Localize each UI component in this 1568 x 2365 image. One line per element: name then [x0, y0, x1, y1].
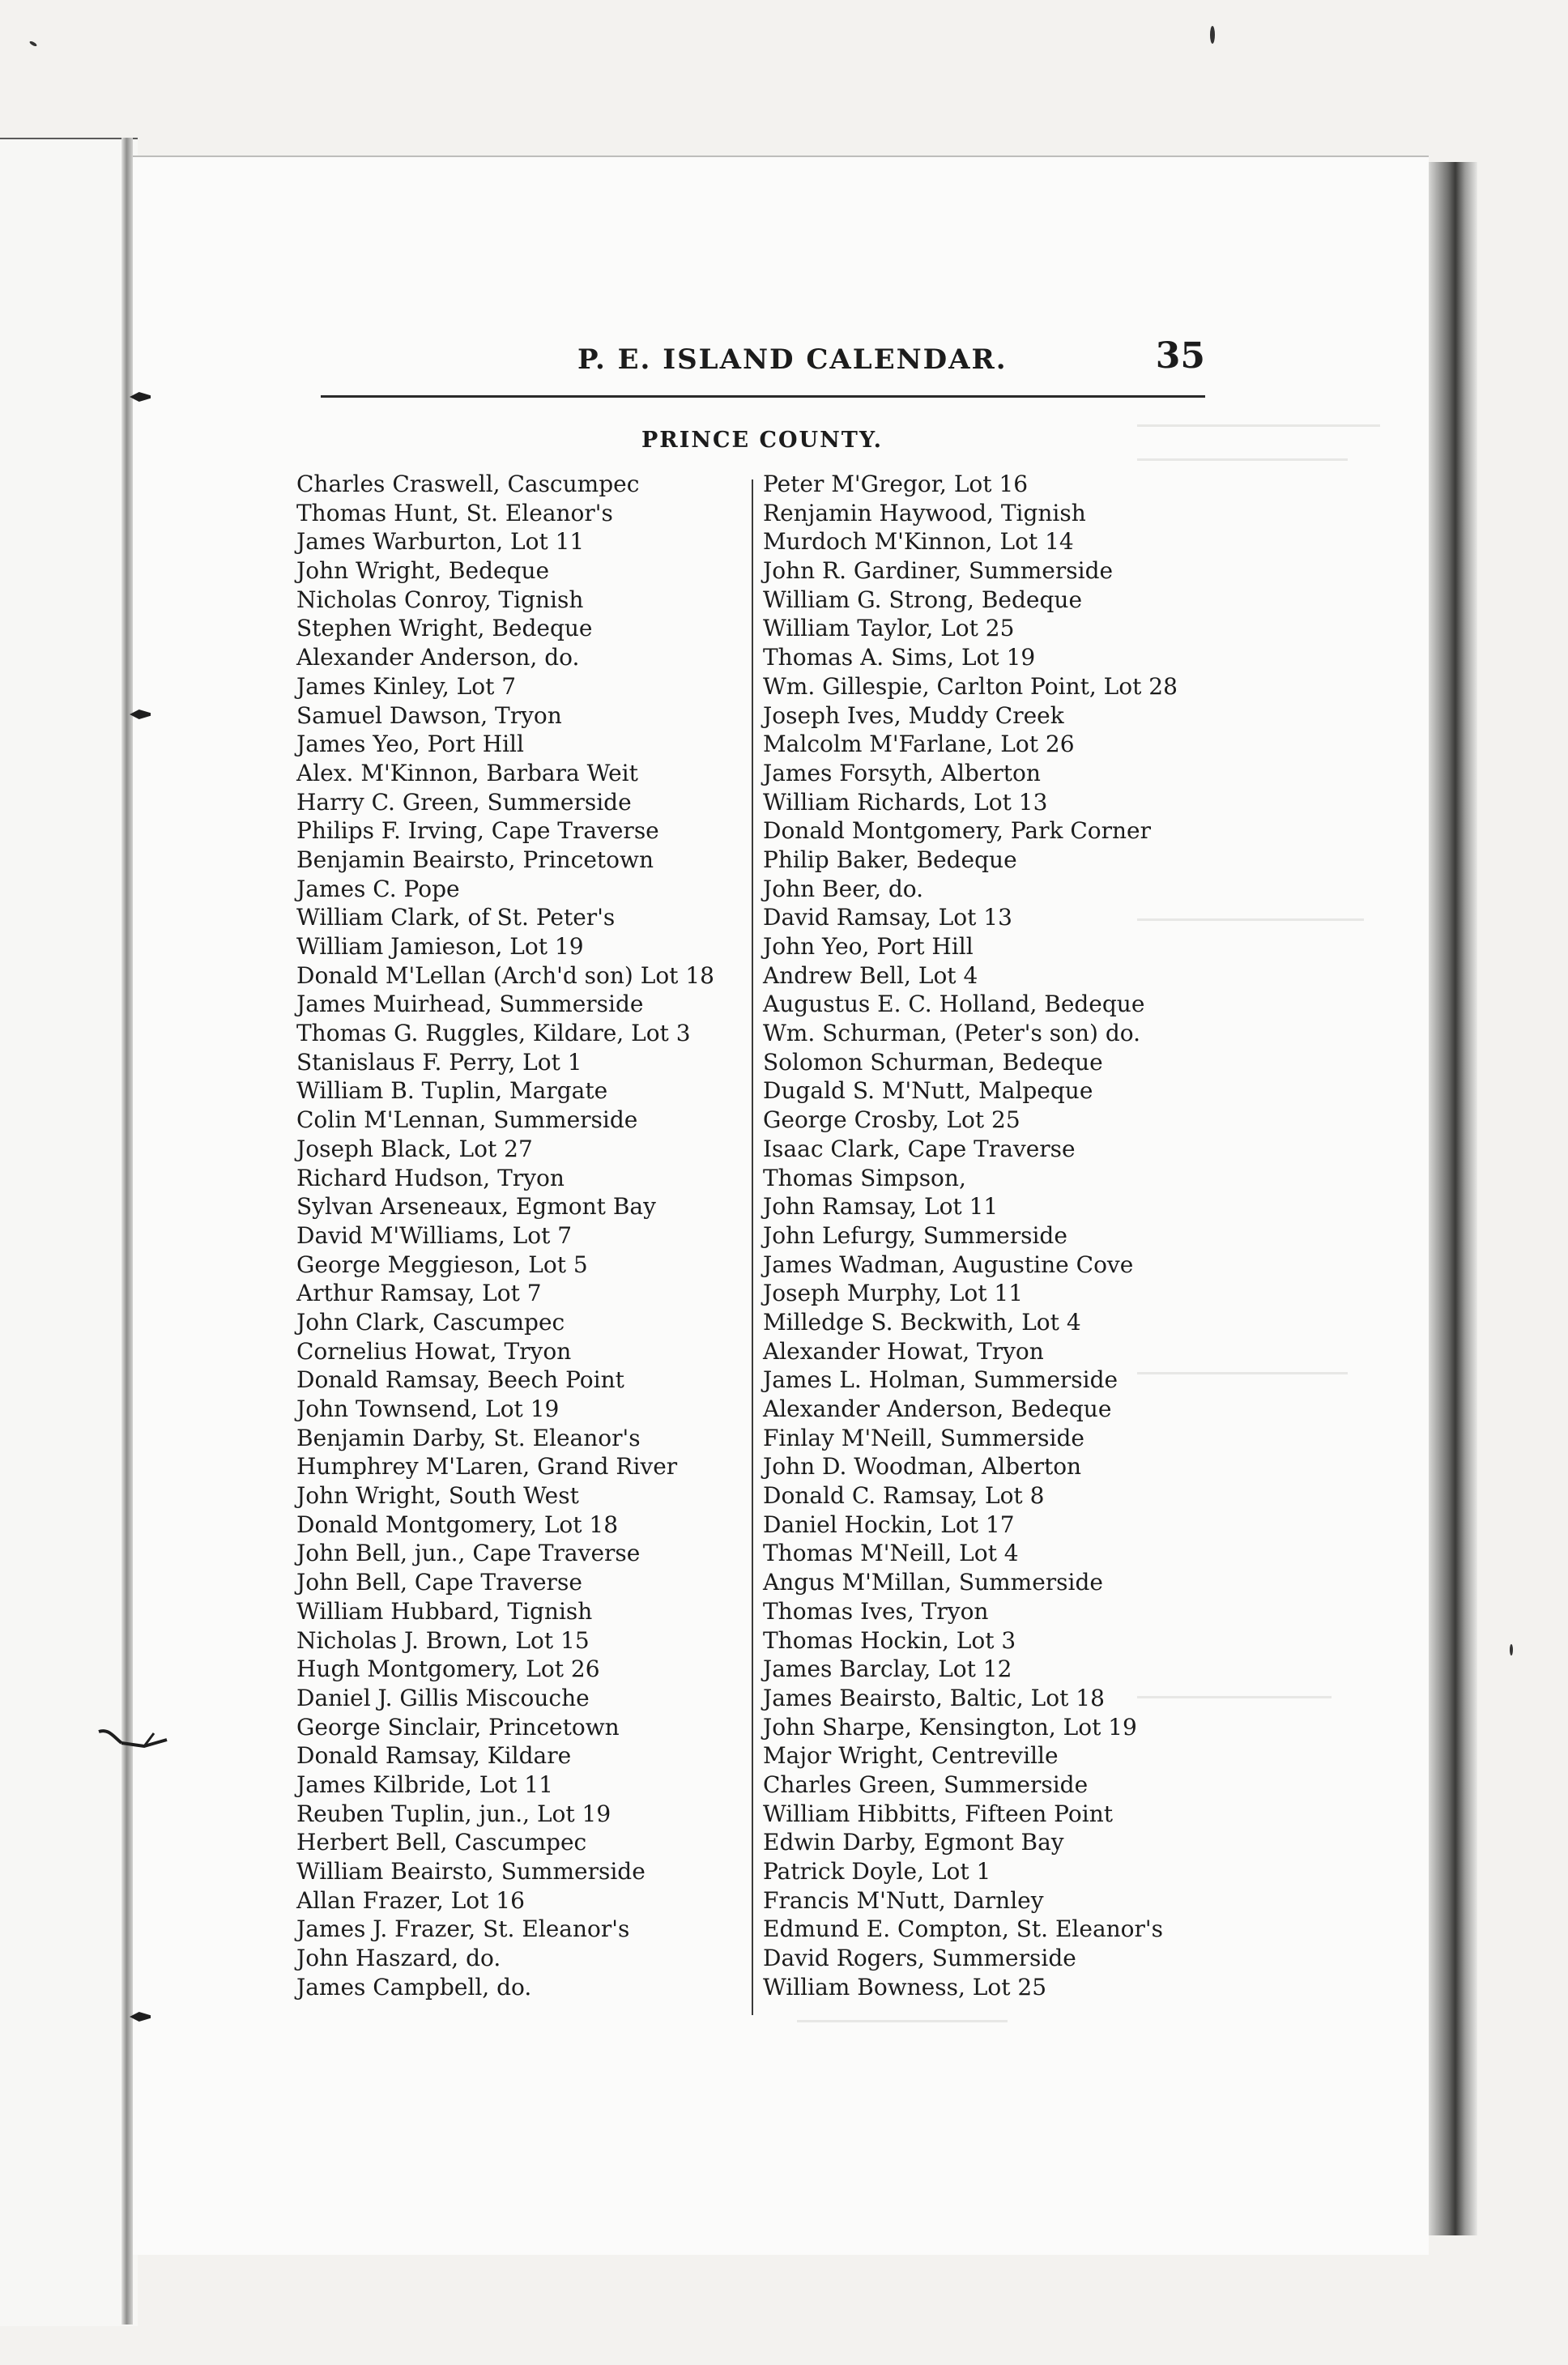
list-item: Daniel Hockin, Lot 17	[763, 1511, 1015, 1538]
list-item: Thomas G. Ruggles, Kildare, Lot 3	[296, 1020, 691, 1047]
list-item: Alexander Howat, Tryon	[763, 1337, 1044, 1365]
list-item: Edmund E. Compton, St. Eleanor's	[763, 1915, 1163, 1943]
list-item: John Yeo, Port Hill	[763, 933, 974, 960]
list-item: William Clark, of St. Peter's	[296, 904, 616, 931]
list-item: Donald Ramsay, Kildare	[296, 1742, 572, 1770]
list-item: Joseph Black, Lot 27	[296, 1135, 533, 1162]
list-item: John Haszard, do.	[296, 1945, 501, 1972]
list-item: James Kilbride, Lot 11	[296, 1771, 553, 1798]
list-item: Allan Frazer, Lot 16	[296, 1886, 525, 1914]
list-item: Donald M'Lellan (Arch'd son) Lot 18	[296, 961, 714, 989]
list-item: John Wright, Bedeque	[296, 557, 550, 585]
list-item: William Richards, Lot 13	[763, 788, 1048, 816]
list-item: Milledge S. Beckwith, Lot 4	[763, 1308, 1081, 1336]
list-item: Joseph Murphy, Lot 11	[763, 1280, 1024, 1307]
list-item: Charles Craswell, Cascumpec	[296, 471, 640, 497]
list-item: James Campbell, do.	[296, 1973, 532, 2001]
list-item: Sylvan Arseneaux, Egmont Bay	[296, 1193, 656, 1221]
list-item: Angus M'Millan, Summerside	[763, 1569, 1103, 1596]
list-item: Humphrey M'Laren, Grand River	[296, 1453, 678, 1481]
page-header	[321, 334, 1205, 382]
list-item: Dugald S. M'Nutt, Malpeque	[763, 1077, 1093, 1105]
list-item: Murdoch M'Kinnon, Lot 14	[763, 528, 1074, 556]
list-item: Arthur Ramsay, Lot 7	[296, 1280, 542, 1307]
list-item: John Wright, South West	[296, 1482, 579, 1510]
list-item: Cornelius Howat, Tryon	[296, 1337, 572, 1365]
list-item: Wm. Gillespie, Carlton Point, Lot 28	[763, 672, 1178, 700]
list-item: Thomas M'Neill, Lot 4	[763, 1540, 1019, 1567]
list-item: Nicholas Conroy, Tignish	[296, 586, 584, 613]
list-item: James Kinley, Lot 7	[296, 672, 517, 700]
list-item: Thomas A. Sims, Lot 19	[763, 644, 1036, 671]
list-item: Finlay M'Neill, Summerside	[763, 1424, 1084, 1451]
list-item: Malcolm M'Farlane, Lot 26	[763, 731, 1075, 758]
list-item: George Sinclair, Princetown	[296, 1713, 620, 1741]
list-item: John Bell, Cape Traverse	[296, 1569, 582, 1596]
list-item: Philips F. Irving, Cape Traverse	[296, 817, 659, 845]
dust-speck	[29, 40, 38, 47]
bleed-through-line	[797, 2020, 1008, 2022]
list-item: John D. Woodman, Alberton	[763, 1453, 1082, 1481]
list-item: William Beairsto, Summerside	[296, 1858, 646, 1885]
list-item: Alexander Anderson, Bedeque	[763, 1396, 1112, 1422]
list-item: Donald C. Ramsay, Lot 8	[763, 1482, 1045, 1510]
list-item: David Ramsay, Lot 13	[763, 904, 1012, 931]
list-item: Stanislaus F. Perry, Lot 1	[296, 1048, 582, 1076]
list-item: Peter M'Gregor, Lot 16	[763, 471, 1029, 497]
list-item: John Lefurgy, Summerside	[763, 1221, 1067, 1249]
list-item: Reuben Tuplin, jun., Lot 19	[296, 1800, 611, 1827]
list-item: Wm. Schurman, (Peter's son) do.	[763, 1020, 1141, 1047]
list-item: David M'Williams, Lot 7	[296, 1221, 573, 1249]
list-item: William Jamieson, Lot 19	[296, 933, 584, 960]
list-item: Solomon Schurman, Bedeque	[763, 1048, 1103, 1076]
list-item: John Beer, do.	[763, 875, 924, 902]
list-item: Thomas Hunt, St. Eleanor's	[296, 499, 613, 526]
list-item: Thomas Hockin, Lot 3	[763, 1626, 1016, 1654]
list-item: James Barclay, Lot 12	[763, 1656, 1012, 1683]
list-item: Thomas Simpson,	[763, 1164, 966, 1191]
list-item: David Rogers, Summerside	[763, 1945, 1076, 1972]
list-item: Patrick Doyle, Lot 1	[763, 1858, 991, 1885]
list-item: William G. Strong, Bedeque	[763, 586, 1083, 613]
dust-speck	[1210, 26, 1215, 44]
bleed-through-line	[1137, 458, 1348, 461]
list-item: Alex. M'Kinnon, Barbara Weit	[296, 759, 638, 786]
list-item: James C. Pope	[296, 875, 460, 902]
name-list-right	[763, 470, 1216, 2001]
column-divider	[752, 479, 753, 2015]
list-item: John Sharpe, Kensington, Lot 19	[763, 1713, 1137, 1741]
list-item: Edwin Darby, Egmont Bay	[763, 1829, 1064, 1856]
list-item: Charles Green, Summerside	[763, 1771, 1089, 1798]
list-item: William Hibbitts, Fifteen Point	[763, 1800, 1113, 1827]
list-item: Benjamin Darby, St. Eleanor's	[296, 1424, 641, 1451]
list-item: John Townsend, Lot 19	[296, 1396, 560, 1422]
bleed-through-line	[1137, 424, 1380, 427]
list-item: Hugh Montgomery, Lot 26	[296, 1656, 600, 1683]
running-head: P. E. ISLAND CALENDAR.	[577, 343, 1008, 376]
list-item: George Meggieson, Lot 5	[296, 1251, 588, 1278]
list-item: Herbert Bell, Cascumpec	[296, 1829, 587, 1856]
list-item: James Forsyth, Alberton	[763, 759, 1041, 786]
section-heading: PRINCE COUNTY.	[641, 428, 884, 453]
list-item: James Wadman, Augustine Cove	[763, 1251, 1134, 1278]
list-item: James J. Frazer, St. Eleanor's	[296, 1915, 630, 1943]
page-number: 35	[1155, 335, 1205, 377]
list-item: Daniel J. Gillis Miscouche	[296, 1684, 590, 1711]
list-item: Isaac Clark, Cape Traverse	[763, 1135, 1076, 1162]
list-item: John Bell, jun., Cape Traverse	[296, 1540, 641, 1567]
list-item: Major Wright, Centreville	[763, 1742, 1059, 1770]
facing-page-edge	[0, 138, 138, 2326]
list-item: James Beairsto, Baltic, Lot 18	[763, 1684, 1105, 1711]
list-item: James L. Holman, Summerside	[763, 1366, 1118, 1394]
list-item: William Hubbard, Tignish	[296, 1597, 593, 1625]
list-item: Alexander Anderson, do.	[296, 644, 580, 671]
list-item: Harry C. Green, Summerside	[296, 788, 632, 816]
list-item: William Taylor, Lot 25	[763, 615, 1015, 642]
list-item: Benjamin Beairsto, Princetown	[296, 846, 654, 873]
list-item: John Clark, Cascumpec	[296, 1308, 565, 1336]
list-item: George Crosby, Lot 25	[763, 1106, 1020, 1134]
list-item: John R. Gardiner, Summerside	[763, 557, 1114, 585]
list-item: Renjamin Haywood, Tignish	[763, 499, 1086, 526]
list-item: James Muirhead, Summerside	[296, 991, 644, 1018]
list-item: Augustus E. C. Holland, Bedeque	[763, 991, 1145, 1018]
list-item: Francis M'Nutt, Darnley	[763, 1886, 1044, 1914]
book-gutter	[121, 138, 133, 2325]
list-item: Thomas Ives, Tryon	[763, 1597, 989, 1625]
list-item: James Warburton, Lot 11	[296, 528, 585, 556]
list-item: William Bowness, Lot 25	[763, 1973, 1047, 2001]
list-item: Colin M'Lennan, Summerside	[296, 1106, 638, 1134]
header-rule	[321, 395, 1205, 398]
list-item: Joseph Ives, Muddy Creek	[763, 701, 1064, 729]
list-item: Andrew Bell, Lot 4	[763, 961, 978, 989]
name-list-left	[296, 470, 750, 2001]
list-item: Stephen Wright, Bedeque	[296, 615, 593, 642]
dust-speck	[1510, 1644, 1513, 1656]
binding-thread	[97, 1728, 170, 1753]
list-item: Donald Montgomery, Lot 18	[296, 1511, 619, 1538]
list-item: Nicholas J. Brown, Lot 15	[296, 1626, 590, 1654]
list-item: Donald Ramsay, Beech Point	[296, 1366, 624, 1394]
list-item: William B. Tuplin, Margate	[296, 1077, 608, 1105]
list-item: John Ramsay, Lot 11	[763, 1193, 999, 1221]
page-fore-edge	[1429, 162, 1477, 2235]
list-item: Samuel Dawson, Tryon	[296, 701, 562, 729]
list-item: Donald Montgomery, Park Corner	[763, 817, 1151, 845]
list-item: James Yeo, Port Hill	[296, 731, 524, 758]
list-item: Richard Hudson, Tryon	[296, 1164, 565, 1191]
list-item: Philip Baker, Bedeque	[763, 846, 1017, 873]
